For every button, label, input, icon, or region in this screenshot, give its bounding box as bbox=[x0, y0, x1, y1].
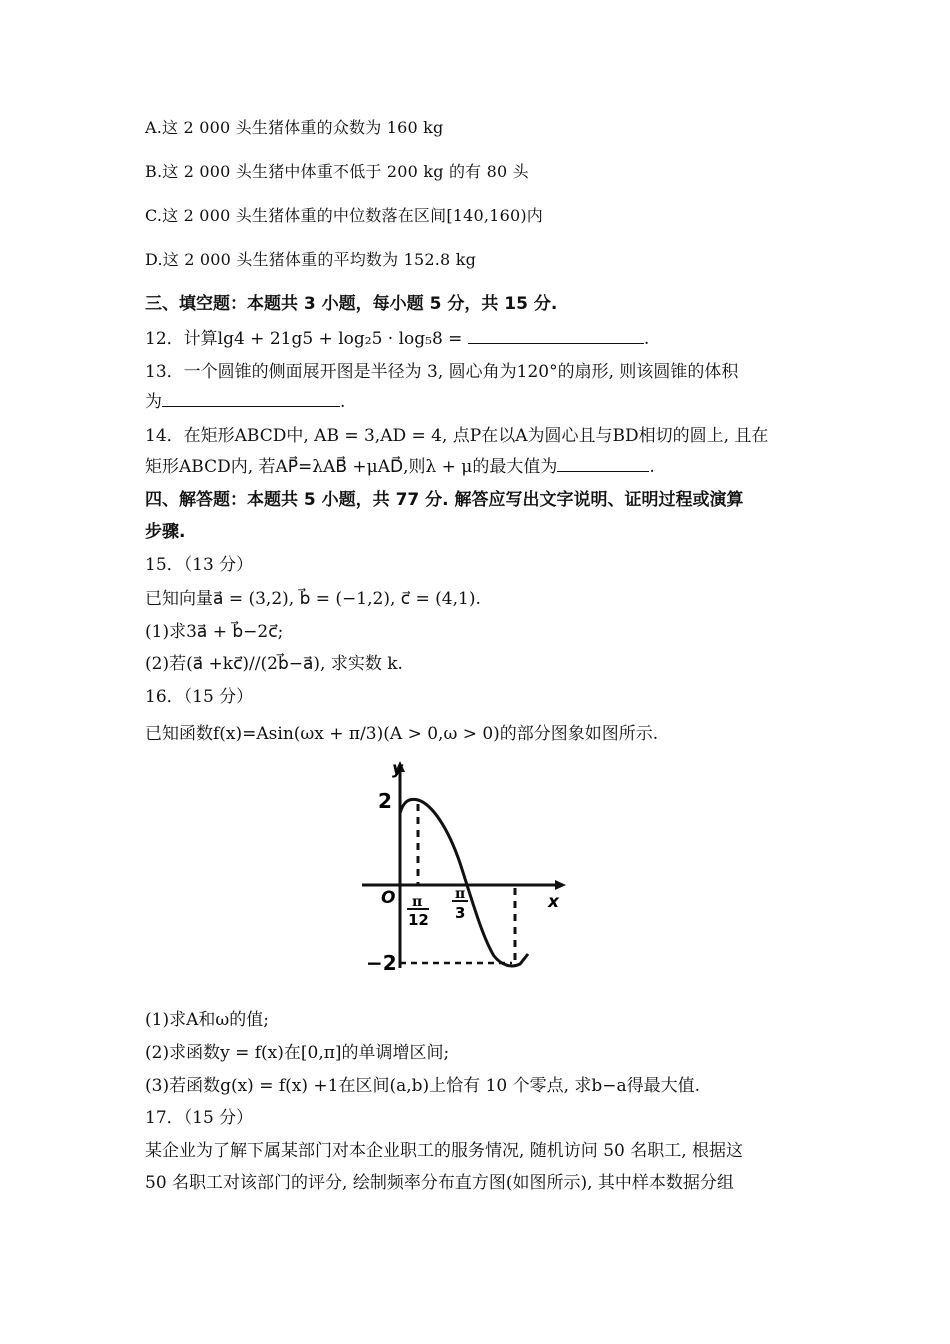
q15-part1: (1)求3a⃗ + b⃗−2c⃗; bbox=[145, 622, 284, 642]
q14-answer-blank[interactable] bbox=[557, 455, 649, 472]
y-min-label: −2 bbox=[366, 951, 397, 975]
section4-heading-line1: 四、解答题：本题共 5 小题，共 77 分. 解答应写出文字说明、证明过程或演算 bbox=[145, 490, 744, 510]
q14-text: 矩形ABCD内, 若AP⃗=λAB⃗ +μAD⃗,则λ + μ的最大值为 bbox=[145, 457, 558, 477]
y-max-label: 2 bbox=[378, 789, 392, 813]
origin-label: O bbox=[381, 888, 396, 908]
q17-line1: 某企业为了解下属某部门对本企业职工的服务情况, 随机访问 50 名职工, 根据这 bbox=[145, 1141, 744, 1161]
tick-pi-3-num: π bbox=[455, 886, 466, 902]
section3-heading: 三、填空题：本题共 3 小题，每小题 5 分，共 15 分. bbox=[145, 294, 558, 314]
function-graph bbox=[352, 758, 574, 980]
q14-end: . bbox=[649, 457, 655, 477]
option-b: B.这 2 000 头生猪中体重不低于 200 kg 的有 80 头 bbox=[145, 162, 529, 181]
q13-line2 bbox=[145, 390, 345, 414]
tick-pi-12-den: 12 bbox=[408, 911, 429, 929]
q12-end: . bbox=[643, 329, 650, 349]
q12-text: 12．计算lg4 + 21g5 + log₂5 · log₅8 = bbox=[145, 329, 468, 349]
q15-stem: 已知向量a⃗ = (3,2), b⃗ = (−1,2), c⃗ = (4,1). bbox=[145, 589, 481, 609]
q15-number: 15．（13 分） bbox=[145, 555, 254, 575]
q16-part2: (2)求函数y = f(x)在[0,π]的单调增区间; bbox=[145, 1043, 450, 1063]
q14-line1: 14．在矩形ABCD中, AB = 3,AD = 4, 点P在以A为圆心且与BD相切的圆上, 且在 bbox=[145, 426, 769, 446]
q16-stem: 已知函数f(x)=Asin(ωx + π/3)(A > 0,ω > 0)的部分图象如图所示. bbox=[145, 724, 659, 744]
option-a: A.这 2 000 头生猪体重的众数为 160 kg bbox=[145, 118, 444, 137]
tick-pi-12-num: π bbox=[412, 894, 423, 910]
y-axis-label: y bbox=[392, 759, 404, 779]
q13-end: . bbox=[340, 392, 346, 412]
tick-pi-3-den: 3 bbox=[455, 904, 466, 922]
q16-part3: (3)若函数g(x) = f(x) +1在区间(a,b)上恰有 10 个零点, 求b−a得最大值. bbox=[145, 1076, 701, 1096]
q13-answer-blank[interactable] bbox=[162, 390, 340, 407]
option-d: D.这 2 000 头生猪体重的平均数为 152.8 kg bbox=[145, 250, 477, 269]
q17-number: 17．（15 分） bbox=[145, 1108, 254, 1128]
section4-heading-line2: 步骤. bbox=[145, 522, 186, 542]
q12-answer-blank[interactable] bbox=[468, 327, 644, 344]
q16-part1: (1)求A和ω的值; bbox=[145, 1010, 269, 1030]
x-axis-label: x bbox=[548, 892, 559, 912]
x-axis-arrow bbox=[555, 880, 566, 890]
question-12 bbox=[145, 327, 649, 351]
option-c: C.这 2 000 头生猪体重的中位数落在区间[140,160)内 bbox=[145, 206, 543, 225]
q15-part2: (2)若(a⃗ +kc⃗)//(2b⃗−a⃗), 求实数 k. bbox=[145, 654, 403, 674]
q13-line1: 13．一个圆锥的侧面展开图是半径为 3, 圆心角为120°的扇形, 则该圆锥的体积 bbox=[145, 362, 739, 382]
q16-number: 16．（15 分） bbox=[145, 687, 254, 707]
q14-line2 bbox=[145, 455, 655, 479]
q17-line2: 50 名职工对该部门的评分, 绘制频率分布直方图(如图所示), 其中样本数据分组 bbox=[145, 1173, 734, 1193]
q13-lead: 为 bbox=[145, 392, 162, 412]
